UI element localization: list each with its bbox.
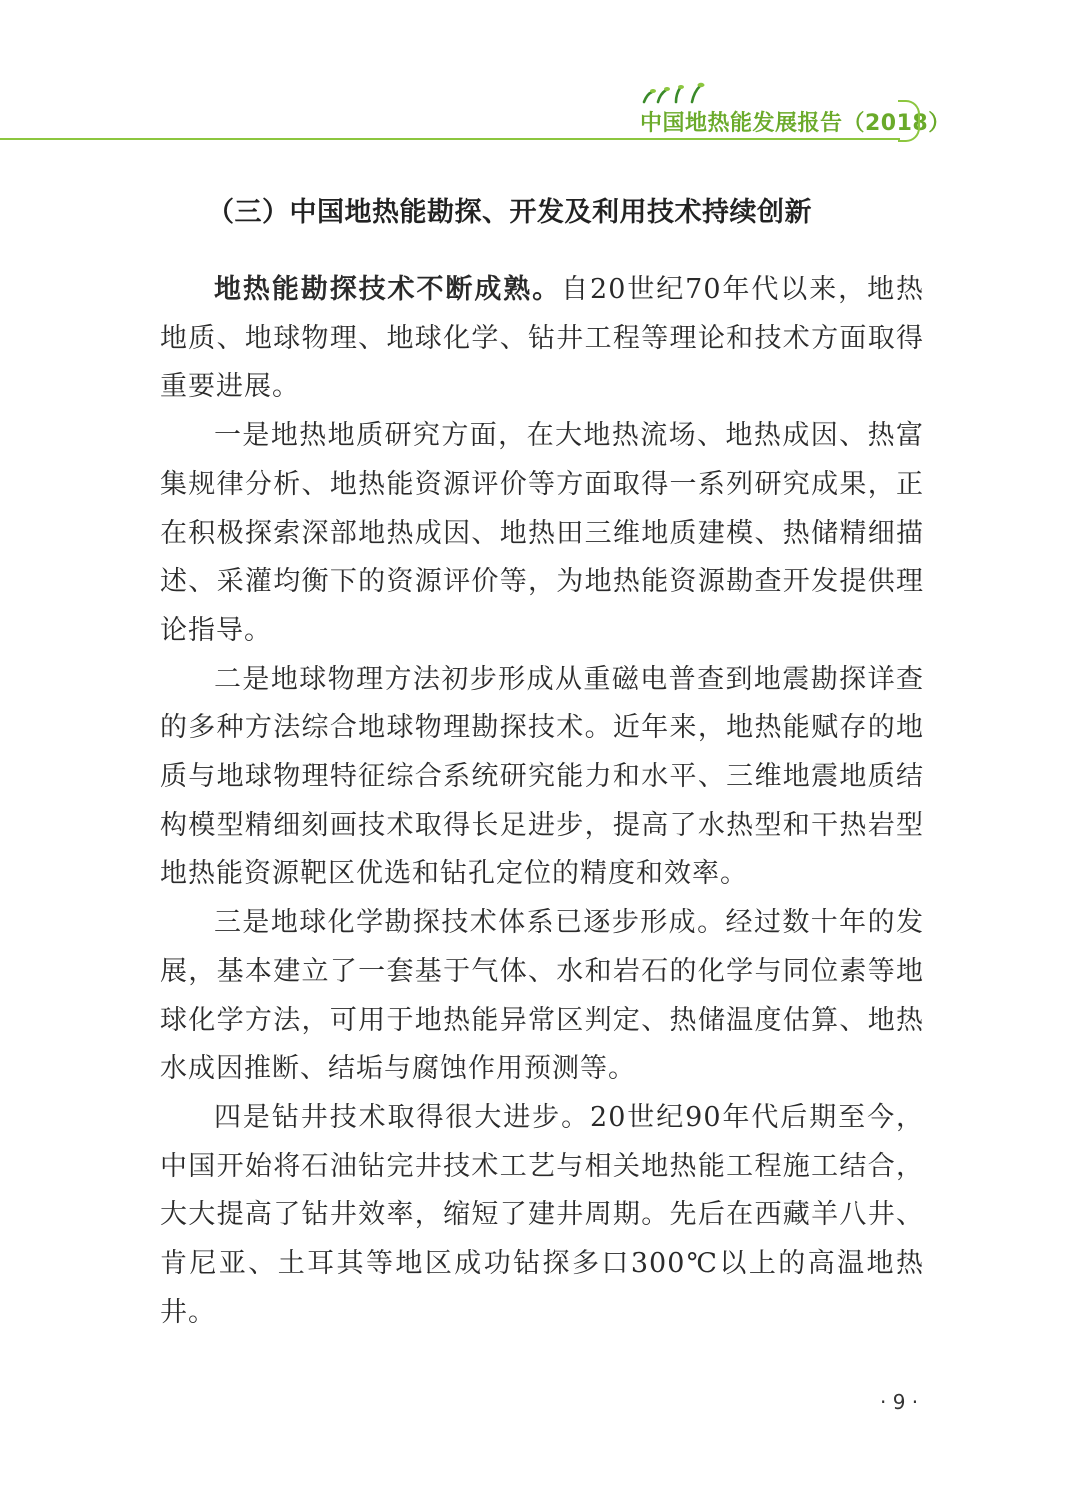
header-bracket xyxy=(898,100,920,142)
paragraph-text: 一是地热地质研究方面，在大地热流场、地热成因、热富集规律分析、地热能资源评价等方面取得一系列研究成果，正在积极探索深部地热成因、地热田三维地质建模、热储精细描述、采灌均衡下的资源评价等，为地热能资源勘查开发提供理论指导。 xyxy=(160,420,924,646)
paragraph-text: 自20世纪70年代以来，地热地质、地球物理、地球化学、钻井工程等理论和技术方面取得重要进展。 xyxy=(160,274,924,403)
paragraph-text: 三是地球化学勘探技术体系已逐步形成。经过数十年的发展，基本建立了一套基于气体、水和岩石的化学与同位素等地球化学方法，可用于地热能异常区判定、热储温度估算、地热水成因推断、结垢与腐蚀作用预测等。 xyxy=(160,907,924,1085)
running-header-title: 中国地热能发展报告（2018） xyxy=(640,111,951,136)
paragraph-5 xyxy=(160,1094,924,1338)
page-number: · 9 · xyxy=(880,1390,919,1414)
sprout-icon xyxy=(638,80,718,106)
section-heading: （三）中国地热能勘探、开发及利用技术持续创新 xyxy=(207,197,812,228)
body-text xyxy=(160,266,924,1337)
paragraph-text: 二是地球物理方法初步形成从重磁电普查到地震勘探详查的多种方法综合地球物理勘探技术。近年来，地热能赋存的地质与地球物理特征综合系统研究能力和水平、三维地震地质结构模型精细刻画技术取得长足进步，提高了水热型和干热岩型地热能资源靶区优选和钻孔定位的精度和效率。 xyxy=(160,663,924,890)
paragraph-lead: 地热能勘探技术不断成熟。 xyxy=(214,274,562,305)
paragraph-1 xyxy=(160,266,924,412)
paragraph-2 xyxy=(160,412,924,656)
paragraph-text: 四是钻井技术取得很大进步。20世纪90年代后期至今，中国开始将石油钻完井技术工艺与相关地热能工程施工结合，大大提高了钻井效率，缩短了建井周期。先后在西藏羊八井、肯尼亚、土耳其等地区成功钻探多口300℃以上的高温地热井。 xyxy=(160,1101,924,1328)
paragraph-3 xyxy=(160,656,924,900)
header-rule xyxy=(0,138,900,140)
paragraph-4 xyxy=(160,899,924,1094)
